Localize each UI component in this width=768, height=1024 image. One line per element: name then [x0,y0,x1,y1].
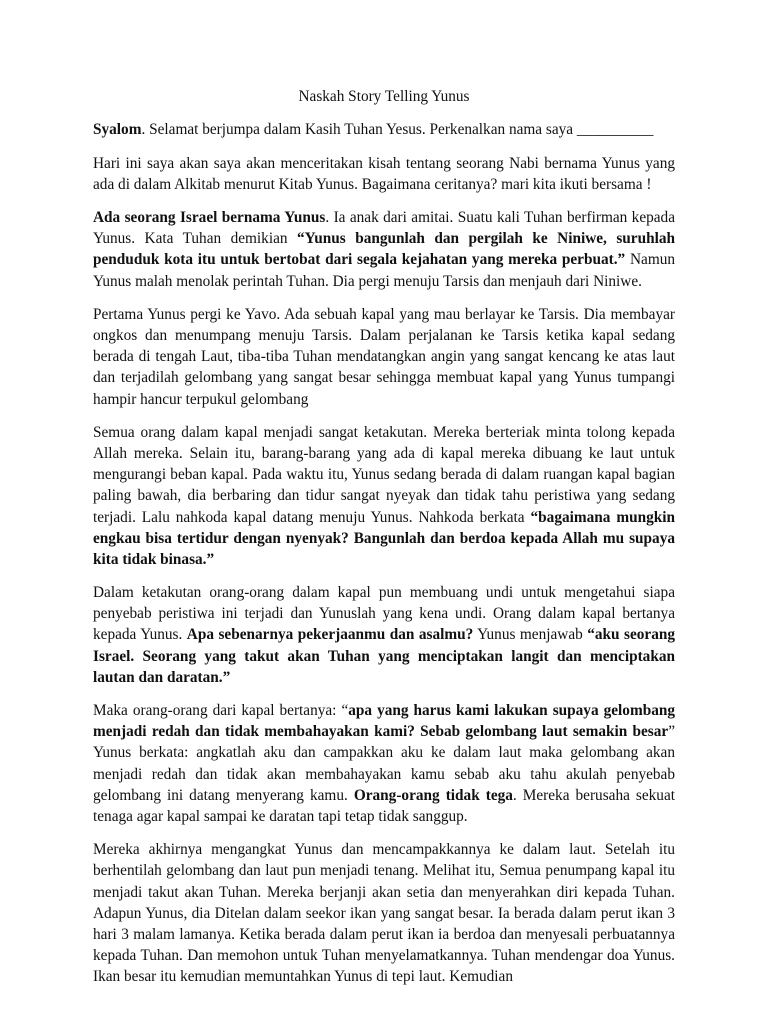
paragraph [93,700,675,827]
text-run: . Selamat berjumpa dalam Kasih Tuhan Yesus. Perkenalkan nama saya __________ [141,121,654,138]
paragraph [93,422,675,570]
paragraph [93,582,675,687]
text-run: Hari ini saya akan saya akan menceritakan kisah tentang seorang Nabi bernama Yunus yang ada di dalam Alkitab menurut Kitab Yunus. Bagaimana ceritanya? mari kita ikuti bersama ! [93,154,675,193]
text-run: Pertama Yunus pergi ke Yavo. Ada sebuah kapal yang mau berlayar ke Tarsis. Dia membayar ongkos dan menumpang menuju Tarsis. Dalam perjalanan ke Tarsis ketika kapal sedang berada di tengah Laut, tiba-tiba Tuhan mendatangkan angin yang sangat kencang ke atas laut dan terjadilah gelombang yang sangat besar sehingga membuat kapal yang Yunus tumpangi hampir hancur terpukul gelombang [93,306,675,408]
paragraph [93,119,675,140]
bold-text-run: Ada seorang Israel bernama Yunus [93,209,326,227]
paragraph [93,153,675,195]
bold-text-run: “Yunus bangunlah dan pergilah ke Niniwe, suruhlah penduduk kota itu untuk bertobat dari segala kejahatan yang mereka perbuat.” [93,230,675,269]
document-title: Naskah Story Telling Yunus [298,88,470,105]
bold-text-run: “aku seorang Israel. Seorang yang takut akan Tuhan yang menciptakan langit dan menciptakan lautan dan daratan.” [93,626,676,686]
paragraph [93,839,675,987]
text-run: . Mereka berusaha sekuat tenaga agar kapal sampai ke daratan tapi tetap tidak sanggup. [93,786,675,825]
bold-text-run: Apa sebenarnya pekerjaanmu dan asalmu? [186,626,474,644]
text-run: Semua orang dalam kapal menjadi sangat ketakutan. Mereka berteriak minta tolong kepada Allah mereka. Selain itu, barang-barang yang ada di kapal mereka dibuang ke laut untuk mengurangi beban kapal. Pada waktu itu, Yunus sedang berada di dalam ruangan kapal bagian paling bawah, dia berbaring dan tidur sangat nyeyak dan tidak tahu peristiwa yang sedang terjadi. Lalu nahkoda kapal datang menuju Yunus. Nahkoda berkata [93,424,675,526]
document-body [93,119,675,987]
bold-text-run: apa yang harus kami lakukan supaya gelombang menjadi redah dan tidak membahayakan kami? Sebab gelombang laut semakin besar [93,702,676,741]
text-run: Yunus menjawab [473,626,588,644]
bold-text-run: Syalom [93,121,142,138]
text-run: Dalam ketakutan orang-orang dalam kapal pun membuang undi untuk mengetahui siapa penyebab peristiwa ini terjadi dan Yunuslah yang kena undi. Orang dalam kapal bertanya kepada Yunus. [93,584,675,644]
text-run: Namun Yunus malah menolak perintah Tuhan. Dia pergi menuju Tarsis dan menjauh dari Niniwe. [93,251,676,290]
text-run: . Ia anak dari amitai. Suatu kali Tuhan berfirman kepada Yunus. Kata Tuhan demikian [93,209,675,248]
bold-text-run: “bagaimana mungkin engkau bisa tertidur dengan nyenyak? Bangunlah dan berdoa kepada Allah mu supaya kita tidak binasa.” [93,508,675,568]
text-run: ” Yunus berkata: angkatlah aku dan campakkan aku ke dalam laut maka gelombang akan menjadi redah dan tidak akan membahayakan kamu sebab aku tahu akulah penyebab gelombang ini datang menyerang kamu. [93,723,675,804]
text-run: Maka orang-orang dari kapal bertanya: “ [93,702,349,720]
text-run: Mereka akhirnya mengangkat Yunus dan mencampakkannya ke dalam laut. Setelah itu berhentilah gelombang dan laut pun menjadi tenang. Melihat itu, Semua penumpang kapal itu menjadi takut akan Tuhan. Mereka berjanji akan setia dan menyerahkan diri kepada Tuhan. Adapun Yunus, dia Ditelan dalam seekor ikan yang sangat besar. Ia berada dalam perut ikan 3 hari 3 malam lamanya. Ketika berada dalam perut ikan ia berdoa dan menyesali perbuatannya kepada Tuhan. Dan memohon untuk Tuhan menyelamatkannya. Tuhan mendengar doa Yunus. Ikan besar itu kemudian memuntahkan Yunus di tepi laut. Kemudian [93,841,675,985]
paragraph [93,304,675,409]
bold-text-run: Orang-orang tidak tega [353,786,513,804]
paragraph [93,207,675,291]
